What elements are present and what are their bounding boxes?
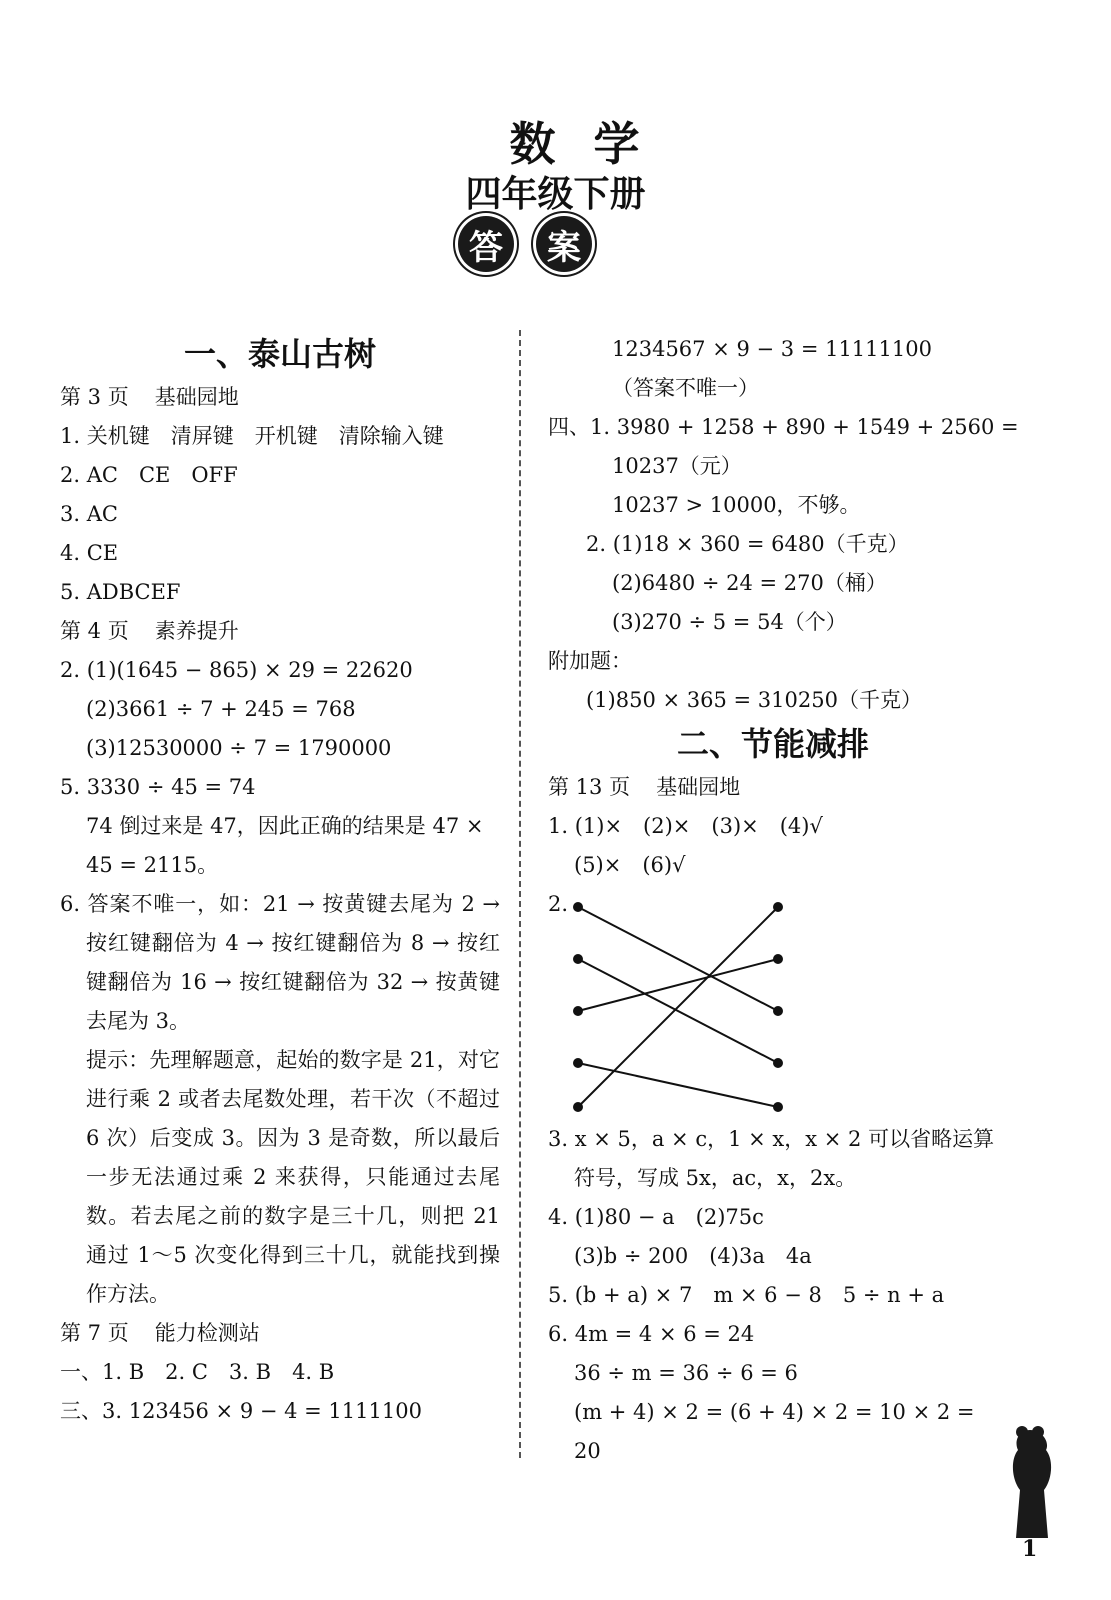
section-heading-2: 二、节能减排 [676, 725, 869, 763]
answer-line: (2)6480 ÷ 24 = 270（桶） [612, 571, 887, 595]
mascot-silhouette-icon [1000, 1420, 1060, 1540]
answer-badge-2: 案 [536, 216, 592, 272]
answer-line: 附加题： [548, 649, 632, 673]
match-dot-left [574, 1103, 582, 1111]
matching-lines-diagram [548, 885, 998, 1120]
answer-line: 10237（元） [612, 454, 742, 478]
page-heading-4: 第 4 页 素养提升 [60, 619, 239, 643]
page-title: 数学 [509, 117, 678, 171]
match-dot-left [574, 1007, 582, 1015]
answer-line: 36 ÷ m = 36 ÷ 6 = 6 [574, 1361, 798, 1385]
answer-line: (2)3661 ÷ 7 + 245 = 768 [86, 697, 356, 721]
answer-line: 4. (1)80 − a (2)75c [548, 1205, 764, 1229]
left-column [60, 330, 500, 1431]
answer-line: (3)270 ÷ 5 = 54（个） [612, 610, 847, 634]
answer-line: 2. (1)18 × 360 = 6480（千克） [586, 532, 909, 556]
column-divider [519, 330, 521, 1458]
answer-line: (3)12530000 ÷ 7 = 1790000 [86, 736, 392, 760]
page-heading-3: 第 3 页 基础园地 [60, 385, 239, 409]
answer-badges [458, 216, 592, 272]
match-dot-right [774, 903, 782, 911]
match-line [578, 959, 778, 1011]
answer-line: 1. (1)× (2)× (3)× (4)√ [548, 814, 823, 838]
answer-line: 1234567 × 9 − 3 = 11111100 [612, 337, 932, 361]
match-dot-left [574, 1059, 582, 1067]
answer-line: (3)b ÷ 200 (4)3a 4a [574, 1244, 812, 1268]
answer-line: 3. AC [60, 502, 118, 526]
answer-line: 1. 关机键 清屏键 开机键 清除输入键 [60, 424, 444, 448]
page-heading-13: 第 13 页 基础园地 [548, 775, 741, 799]
right-column [548, 330, 1019, 1471]
answer-line: (1)850 × 365 = 310250（千克） [586, 688, 922, 712]
hint-paragraph: 提示：先理解题意，起始的数字是 21，对它进行乘 2 或者去尾数处理，若干次（不超过 6 次）后变成 3。因为 3 是奇数，所以最后一步无法通过乘 2 来获得，只能通过去尾数。若去尾之前的数字是三十几，则把 21 通过 1～5 次变化得到三十几，就能找到操作方法。 [86, 1048, 500, 1306]
answer-line: 4. CE [60, 541, 119, 565]
answer-line: 74 倒过来是 47，因此正确的结果是 47 × [86, 814, 484, 838]
answer-paragraph-6: 6. 答案不唯一，如：21 → 按黄键去尾为 2 → 按红键翻倍为 4 → 按红键翻倍为 8 → 按红键翻倍为 16 → 按红键翻倍为 32 → 按黄键去尾为 3。 [60, 892, 500, 1033]
match-line [578, 907, 778, 1107]
section-heading-1: 一、泰山古树 [183, 335, 376, 373]
answer-line: 2. AC CE OFF [60, 463, 238, 487]
answer-line: (m + 4) × 2 = (6 + 4) × 2 = 10 × 2 = [574, 1400, 975, 1424]
match-line [578, 959, 778, 1063]
match-dot-right [774, 1007, 782, 1015]
answer-line: (5)× (6)√ [574, 853, 686, 877]
answer-line: 2. (1)(1645 − 865) × 29 = 22620 [60, 658, 413, 682]
match-dot-left [574, 903, 582, 911]
answer-line: 四、1. 3980 + 1258 + 890 + 1549 + 2560 = [548, 415, 1019, 439]
answer-line: 三、3. 123456 × 9 − 4 = 1111100 [60, 1399, 422, 1423]
answer-line: 2. [548, 892, 569, 916]
match-dot-right [774, 955, 782, 963]
answer-line: 3. x × 5，a × c，1 × x，x × 2 可以省略运算 [548, 1127, 995, 1151]
answer-badge-1: 答 [458, 216, 514, 272]
answer-line: 10237 > 10000，不够。 [612, 493, 861, 517]
answer-line: 6. 4m = 4 × 6 = 24 [548, 1322, 755, 1346]
answer-line: 5. (b + a) × 7 m × 6 − 8 5 ÷ n + a [548, 1283, 945, 1307]
page-heading-7: 第 7 页 能力检测站 [60, 1321, 260, 1345]
page-subtitle: 四年级下册 [465, 174, 646, 215]
answer-line: 5. ADBCEF [60, 580, 181, 604]
answer-line: （答案不唯一） [612, 376, 759, 400]
match-dot-right [774, 1059, 782, 1067]
answer-line: 20 [574, 1439, 601, 1463]
matching-answer [548, 885, 998, 1120]
page-number: 1 [1022, 1536, 1038, 1562]
match-dot-left [574, 955, 582, 963]
answer-line: 符号，写成 5x，ac，x，2x。 [574, 1166, 857, 1190]
answer-line: 5. 3330 ÷ 45 = 74 [60, 775, 256, 799]
match-line [578, 907, 778, 1011]
answer-line: 45 = 2115。 [86, 853, 219, 877]
answer-line: 一、1. B 2. C 3. B 4. B [60, 1360, 335, 1384]
match-dot-right [774, 1103, 782, 1111]
match-line [578, 1063, 778, 1107]
